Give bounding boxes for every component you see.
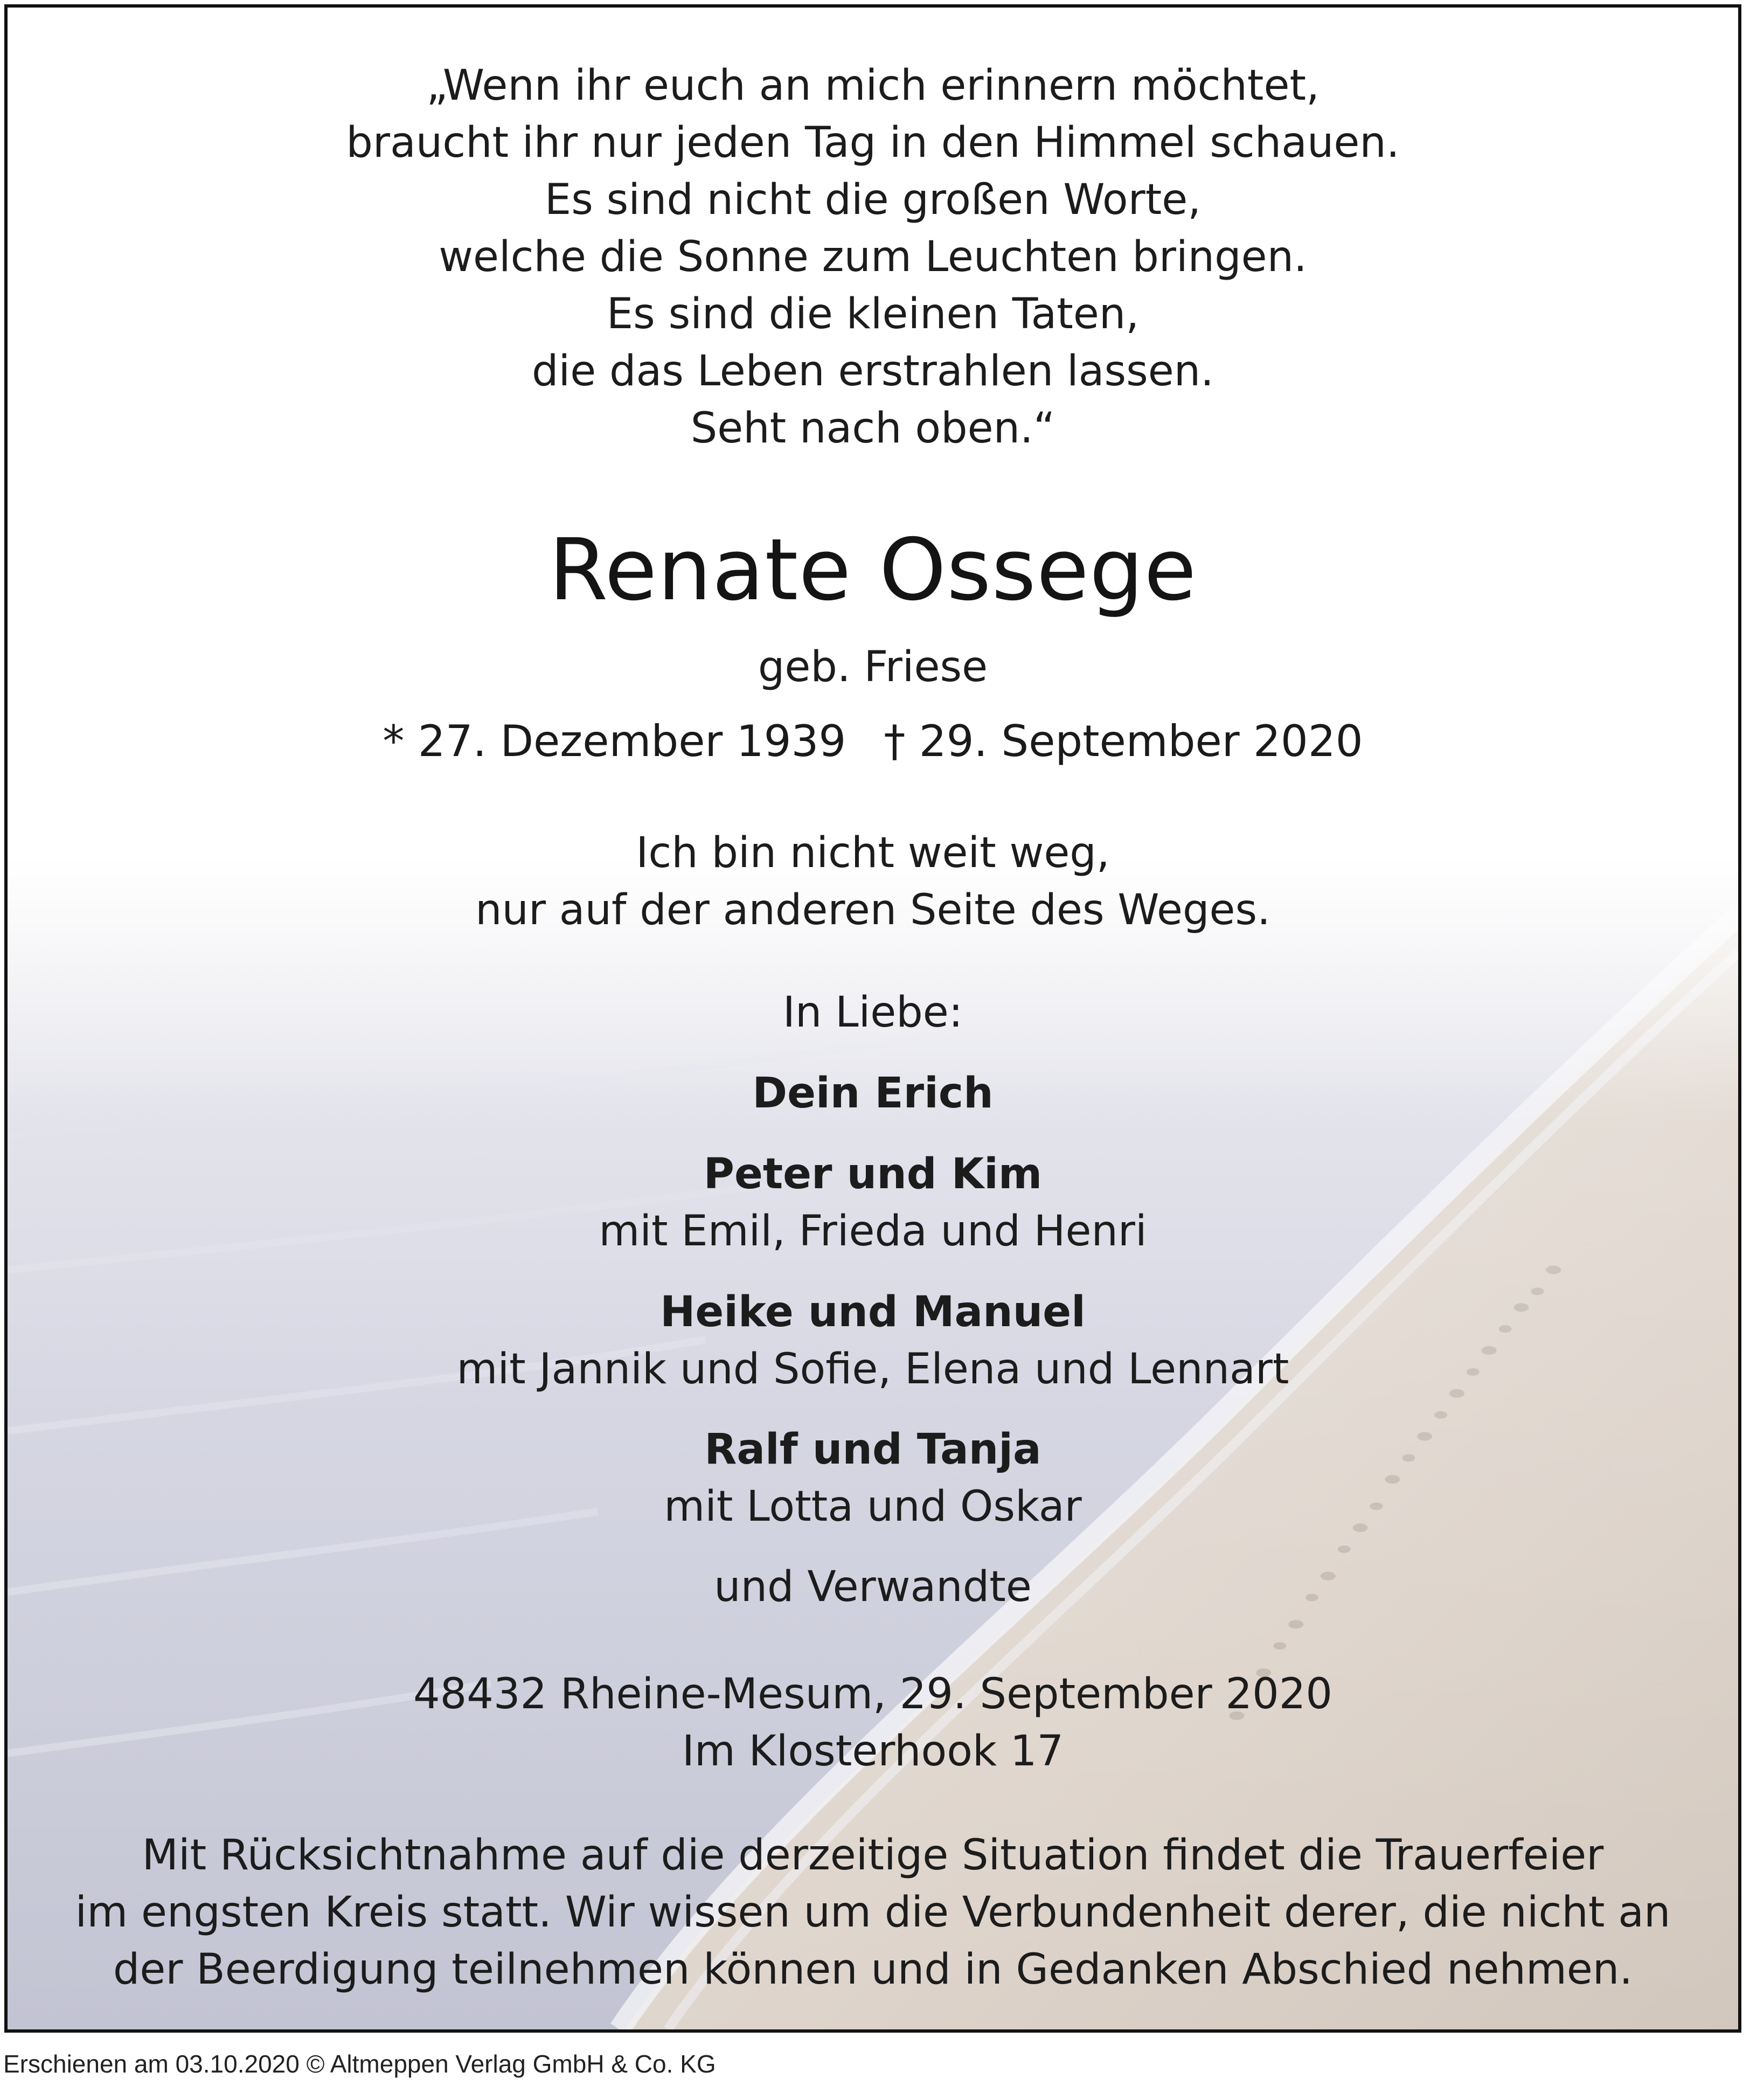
deceased-name: Renate Ossege [548,521,1197,620]
notice-line: Mit Rücksichtnahme auf die derzeitige Situation findet die Trauerfeier [142,1831,1604,1880]
publication-footer: Erschienen am 03.10.2020 © Altmeppen Verlag GmbH & Co. KG [3,2050,716,2078]
mourner-names: Dein Erich [752,1069,994,1118]
mourner-children: mit Jannik und Sofie, Elena und Lennart [456,1345,1289,1394]
verse-line: Ich bin nicht weit weg, [636,829,1110,877]
mourner-names: Peter und Kim [703,1150,1043,1198]
place-date: 48432 Rheine-Mesum, 29. September 2020 [413,1670,1332,1718]
death-date: † 29. September 2020 [884,716,1363,766]
birth-name: geb. Friese [758,643,988,691]
verse-line: nur auf der anderen Seite des Weges. [475,886,1270,934]
notice-line: im engsten Kreis statt. Wir wissen um die Verbundenheit derer, die nicht an [75,1888,1671,1937]
life-dates [8,716,1738,766]
quote-line: Seht nach oben.“ [690,404,1055,453]
obituary-frame [4,4,1741,2033]
street-address: Im Klosterhook 17 [682,1727,1064,1776]
mourner-names: Ralf und Tanja [704,1425,1041,1474]
mourner-children: mit Emil, Frieda und Henri [599,1207,1147,1256]
notice-line: der Beerdigung teilnehmen können und in Gedanken Abschied nehmen. [113,1945,1633,1994]
quote-line: die das Leben erstrahlen lassen. [532,347,1214,396]
mourners-intro: In Liebe: [782,988,963,1037]
mourner-names: Heike und Manuel [660,1288,1086,1336]
quote-line: Es sind nicht die großen Worte, [544,176,1202,224]
birth-date: * 27. Dezember 1939 [383,716,846,766]
mourner-children: mit Lotta und Oskar [664,1482,1082,1531]
quote-line: welche die Sonne zum Leuchten bringen. [439,233,1307,281]
relatives: und Verwandte [714,1563,1032,1611]
quote-line: braucht ihr nur jeden Tag in den Himmel schauen. [346,119,1400,167]
quote-line: „Wenn ihr euch an mich erinnern möchtet, [426,61,1320,110]
quote-line: Es sind die kleinen Taten, [606,290,1140,338]
